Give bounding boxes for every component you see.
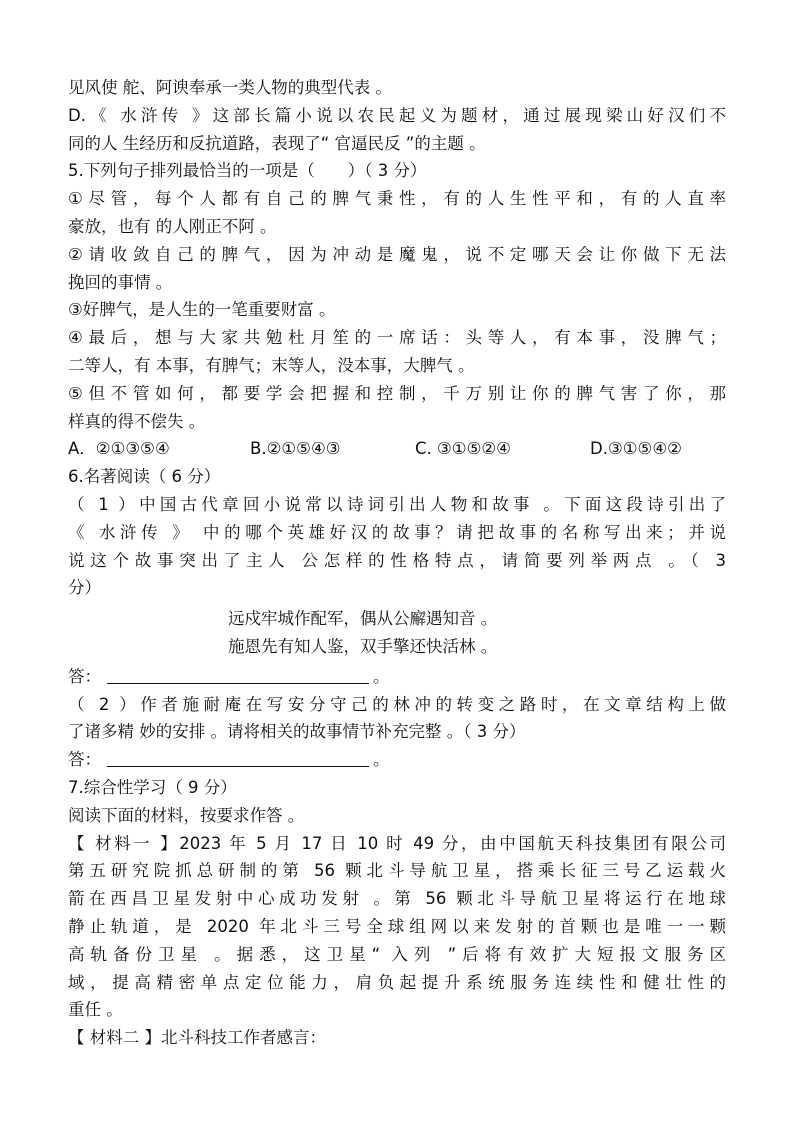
text-line: （ 2 ）作者施耐庵在写安分守己的林冲的转变之路时，在文章结构上做: [68, 694, 726, 714]
text-line: 域，提高精密单点定位能力，肩负起提升系统服务连续性和健壮性的: [68, 972, 726, 992]
question-6-2-text: [68, 691, 726, 747]
answer-options: [68, 435, 726, 463]
text-line: 了诸多精 妙的安排 。请将相关的故事情节补充完整 。（ 3 分）: [68, 722, 526, 742]
text-line: ③好脾气，是人生的一笔重要财富 。: [68, 300, 336, 320]
text-line: 见风使 舵、阿谀奉承一类人物的典型代表 。: [68, 78, 392, 97]
text-line: 分）: [68, 578, 101, 598]
text-line: 说这个故事突出了主人 公怎样的性格特点，请简要列举两点 。（ 3: [68, 550, 726, 570]
text-line: 重任 。: [68, 1000, 123, 1020]
text-line: 6.名著阅读（ 6 分）: [68, 467, 221, 487]
text-line: 《 水浒传 》 中的哪个英雄好汉的故事？请把故事的名称写出来；并说: [68, 522, 726, 542]
option-a: A．②①③⑤④: [68, 439, 170, 459]
text-line: 【 材料一 】2023 年 5 月 17 日 10 时 49 分，由中国航天科技集团有限公司: [68, 833, 726, 853]
text-line: 同的人 生经历和反抗道路，表现了“ 官逼民反 ”的主题 。: [68, 133, 486, 153]
text-line: 高轨备份卫星 。据悉，这卫星“ 入列 ”后将有效扩大短报文服务区: [68, 944, 726, 964]
question-4-5-text: [68, 74, 726, 435]
text-line: ④最后，想与大家共勉杜月笙的一席话：头等人，有本事，没脾气；: [68, 328, 726, 348]
option-c: C. ③①⑤②④: [415, 439, 511, 459]
text-line: 挽回的事情 。: [68, 272, 173, 292]
option-d: D.③①⑤④②: [590, 439, 682, 459]
text-line: 豪放，也有 的人刚正不阿 。: [68, 216, 277, 236]
text-line: 5.下列句子排列最恰当的一项是（ ）（ 3 分）: [68, 161, 427, 181]
text-line: ⑤但不管如何，都要学会把握和控制，千万别让你的脾气害了你，那: [68, 383, 726, 403]
option-b: B.②①⑤④③: [250, 439, 341, 459]
poem-line: 施恩先有知人鉴，双手擎还快活林 。: [228, 636, 498, 656]
answer-label: 答：: [68, 750, 101, 770]
answer-blank[interactable]: [107, 748, 369, 767]
text-line: 【 材料二 】北斗科技工作者感言：: [68, 1028, 326, 1048]
text-line: 静止轨道，是 2020 年北斗三号全球组网以来发射的首颗也是唯一一颗: [68, 916, 726, 936]
question-6-text: [68, 463, 726, 602]
document-page: [68, 74, 726, 1052]
text-line: ①尽管，每个人都有自己的脾气秉性，有的人生性平和，有的人直率: [68, 189, 726, 209]
answer-blank[interactable]: [107, 665, 369, 684]
answer-end: 。: [373, 666, 390, 686]
answer-end: 。: [373, 750, 390, 770]
text-line: 7.综合性学习（ 9 分）: [68, 777, 237, 797]
text-line: 箭在西昌卫星发射中心成功发射 。第 56 颗北斗导航卫星将运行在地球: [68, 889, 726, 909]
question-7-text: [68, 774, 726, 1052]
text-line: 阅读下面的材料，按要求作答 。: [68, 805, 305, 825]
poem-line: 远戍牢城作配军，偶从公廨遇知音 。: [228, 609, 498, 629]
text-line: 第五研究院抓总研制的第 56 颗北斗导航卫星，搭乘长征三号乙运载火: [68, 861, 726, 881]
answer-line-1: [68, 663, 726, 691]
text-line: ②请收敛自己的脾气，因为冲动是魔鬼，说不定哪天会让你做下无法: [68, 244, 726, 264]
text-line: 样真的得不偿失 。: [68, 411, 206, 431]
text-line: D.《 水浒传 》这部长篇小说以农民起义为题材，通过展现梁山好汉们不: [68, 105, 726, 125]
text-line: （ 1 ）中国古代章回小说常以诗词引出人物和故事 。下面这段诗引出了: [68, 494, 726, 514]
answer-label: 答：: [68, 666, 101, 686]
text-line: 二等人，有 本事，有脾气；末等人，没本事，大脾气 。: [68, 355, 475, 375]
answer-line-2: [68, 746, 726, 774]
